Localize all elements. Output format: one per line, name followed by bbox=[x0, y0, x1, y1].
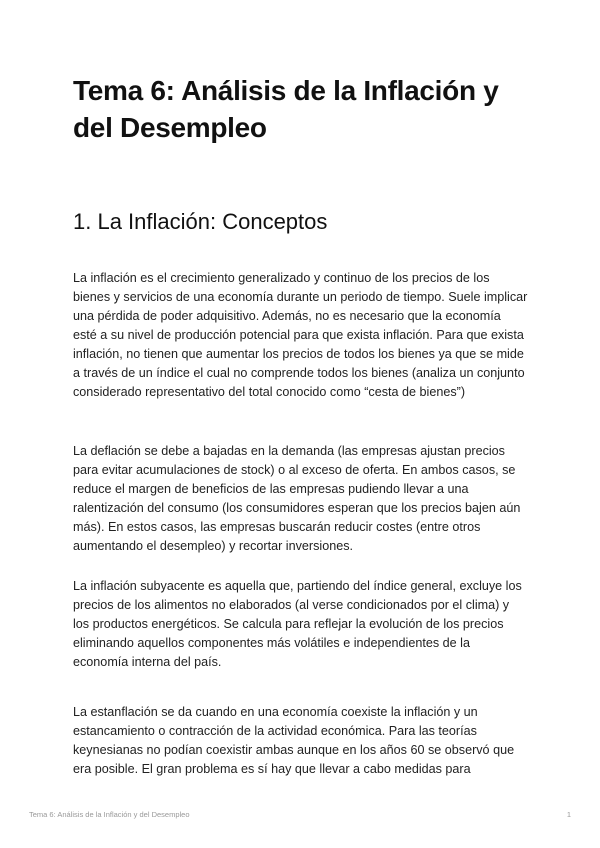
page-content bbox=[73, 72, 528, 776]
footer-page-number: 1 bbox=[566, 810, 571, 819]
paragraph-inflacion-subyacente: La inflación subyacente es aquella que, partiendo del índice general, excluye los precios de los alimentos no elaborados (al verse condicionados por el clima) y los productos energéticos. Se calcula para reflejar la evolución de los precios eliminando aquellos componentes más volátiles e independientes de la economía interna del país. bbox=[73, 579, 522, 669]
section-heading: 1. La Inflación: Conceptos bbox=[73, 209, 328, 234]
footer-title: Tema 6: Análisis de la Inflación y del Desempleo bbox=[29, 810, 190, 819]
paragraph-estanflacion: La estanflación se da cuando en una economía coexiste la inflación y un estancamiento o contracción de la actividad económica. Para las teorías keynesianas no podían coexistir ambas aunque en los años 60 se observó que era posible. El gran problema es sí hay que llevar a cabo medidas para bbox=[73, 705, 515, 776]
paragraph-inflacion: La inflación es el crecimiento generalizado y continuo de los precios de los bienes y servicios de una economía durante un periodo de tiempo. Suele implicar una pérdida de poder adquisitivo. Además, no es necesario que la economía esté a su nivel de producción potencial para que exista inflación. Para que exista inflación, no tienen que aumentar los precios de todos los bienes ya que se mide a través de un índice el cual no comprende todos los bienes (analiza un conjunto considerado representativo del total conocido como “cesta de bienes”) bbox=[73, 271, 528, 399]
paragraph-deflacion: La deflación se debe a bajadas en la demanda (las empresas ajustan precios para evitar acumulaciones de stock) o al exceso de oferta. En ambos casos, se reduce el margen de beneficios de las empresas pudiendo llevar a una ralentización del consumo (los consumidores esperan que los precios bajen aún más). En estos casos, las empresas buscarán reducir costes (entre otros aumentando el desempleo) y recortar inversiones. bbox=[73, 444, 521, 553]
page-footer bbox=[29, 810, 571, 822]
page-title: Tema 6: Análisis de la Inflación y del Desempleo bbox=[73, 75, 499, 143]
